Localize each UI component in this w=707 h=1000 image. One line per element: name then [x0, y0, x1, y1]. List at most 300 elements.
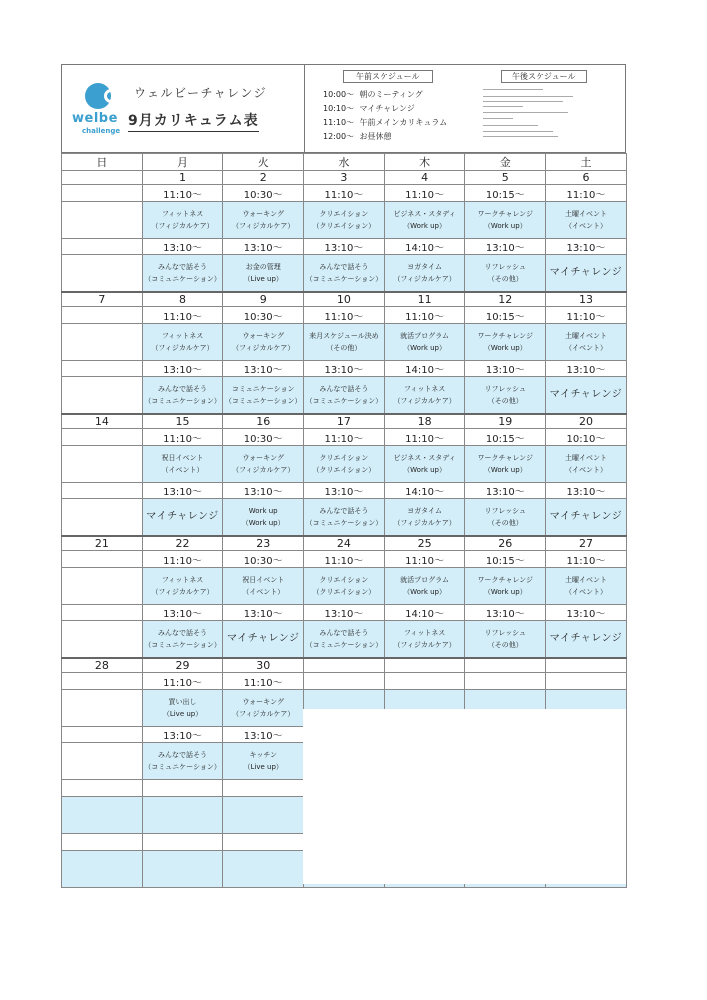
- am-activity-cell: [384, 202, 465, 239]
- activity-name: みんなで話そう: [158, 751, 208, 759]
- am-time-cell: 11:10～: [546, 185, 627, 202]
- am-item: 10:10～ マイチャレンジ: [323, 104, 415, 113]
- activity-category: （イベント）: [242, 588, 285, 596]
- am-activity-cell: [304, 202, 385, 239]
- am-activity-cell: [223, 202, 304, 239]
- am-time-cell: 11:10～: [304, 185, 385, 202]
- activity-category: （コミュニケーション）: [224, 397, 302, 405]
- curriculum-sheet: [61, 64, 626, 884]
- date-cell: 21: [62, 536, 143, 551]
- am-time-cell: [62, 429, 143, 446]
- activity-category: （Work up）: [403, 222, 447, 230]
- activity-category: （フィジカルケア）: [232, 222, 295, 230]
- logo-mark-icon: [85, 83, 111, 109]
- empty-cell: [223, 797, 304, 834]
- pm-time-cell: 13:10～: [223, 239, 304, 255]
- activity-category: （コミュニケーション）: [144, 641, 221, 649]
- date-cell: 23: [223, 536, 304, 551]
- blank-area: [303, 709, 626, 884]
- activity-name: リフレッシュ: [484, 385, 527, 393]
- day-header: 水: [304, 154, 385, 171]
- activity-category: （イベント）: [161, 466, 204, 474]
- pm-activity-row: [62, 377, 627, 415]
- pm-time-cell: 13:10～: [465, 239, 546, 255]
- activity-name: ウォーキング: [242, 332, 284, 340]
- activity-name: クリエイション: [319, 210, 369, 218]
- empty-cell: [62, 780, 143, 797]
- pm-activity-cell: [62, 621, 143, 659]
- date-cell: 26: [465, 536, 546, 551]
- am-item: 11:10～ 午前メインカリキュラム: [323, 118, 448, 127]
- pm-time-cell: 13:10～: [223, 361, 304, 377]
- pm-time-cell: 14:10～: [384, 239, 465, 255]
- empty-cell: [62, 851, 143, 888]
- pm-fine-print: [483, 101, 563, 102]
- am-time-cell: 11:10～: [223, 673, 304, 690]
- pm-fine-print: [483, 96, 573, 97]
- activity-name: 土曜イベント: [564, 576, 607, 584]
- activity-name: Work up: [248, 507, 278, 515]
- day-header: 土: [546, 154, 627, 171]
- pm-time-cell: 13:10～: [142, 361, 223, 377]
- am-time-cell: 11:10～: [546, 551, 627, 568]
- am-time-cell: 10:30～: [223, 429, 304, 446]
- am-activity-cell: [304, 324, 385, 361]
- pm-activity-cell: [223, 499, 304, 537]
- empty-cell: [142, 834, 223, 851]
- am-activity-cell: [62, 568, 143, 605]
- activity-name: リフレッシュ: [484, 263, 527, 271]
- date-row: [62, 658, 627, 673]
- day-header: 金: [465, 154, 546, 171]
- pm-time-cell: 13:10～: [142, 239, 223, 255]
- activity-category: （フィジカルケア）: [151, 588, 214, 596]
- welbe-logo: [72, 83, 132, 138]
- activity-category: （その他）: [487, 641, 523, 649]
- date-cell: [62, 171, 143, 185]
- activity-category: （フィジカルケア）: [232, 466, 295, 474]
- activity-name: みんなで話そう: [319, 507, 369, 515]
- am-time-cell: 11:10～: [546, 307, 627, 324]
- pm-time-cell: 14:10～: [384, 361, 465, 377]
- date-cell: [384, 658, 465, 673]
- pm-time-cell: [62, 239, 143, 255]
- pm-fine-print: [483, 131, 553, 132]
- pm-activity-cell: [546, 255, 627, 293]
- activity-name: マイチャレンジ: [549, 511, 623, 522]
- date-cell: 15: [142, 414, 223, 429]
- activity-category: （Work up）: [241, 519, 285, 527]
- am-activity-cell: [546, 202, 627, 239]
- activity-category: （コミュニケーション）: [144, 275, 221, 283]
- empty-cell: [142, 851, 223, 888]
- am-activity-cell: [62, 324, 143, 361]
- pm-time-cell: 13:10～: [304, 605, 385, 621]
- empty-cell: [223, 851, 304, 888]
- am-activity-cell: [142, 690, 223, 727]
- pm-activity-cell: [384, 255, 465, 293]
- am-time-cell: 11:10～: [384, 185, 465, 202]
- am-activity-cell: [546, 446, 627, 483]
- activity-name: みんなで話そう: [158, 263, 208, 271]
- activity-category: （その他）: [487, 275, 523, 283]
- am-activity-cell: [304, 568, 385, 605]
- date-cell: 22: [142, 536, 223, 551]
- am-time-cell: 10:15～: [465, 429, 546, 446]
- activity-name: 土曜イベント: [564, 454, 607, 462]
- am-time-cell: 11:10～: [142, 429, 223, 446]
- date-cell: 8: [142, 292, 223, 307]
- activity-name: 来月スケジュール決め: [309, 332, 379, 340]
- activity-name: ワークチャレンジ: [477, 332, 533, 340]
- am-time-cell: 10:15～: [465, 307, 546, 324]
- am-time-cell: 11:10～: [384, 307, 465, 324]
- activity-name: マイチャレンジ: [549, 267, 623, 278]
- pm-time-row: [62, 239, 627, 255]
- day-header: 月: [142, 154, 223, 171]
- am-time-cell: 10:30～: [223, 307, 304, 324]
- activity-name: 祝日イベント: [161, 454, 204, 462]
- activity-name: 就活プログラム: [400, 576, 450, 584]
- am-activity-cell: [465, 324, 546, 361]
- date-cell: 6: [546, 171, 627, 185]
- date-row: [62, 414, 627, 429]
- date-cell: 13: [546, 292, 627, 307]
- pm-schedule-title: 午後スケジュール: [501, 70, 587, 83]
- am-time-cell: 11:10～: [304, 307, 385, 324]
- date-cell: 24: [304, 536, 385, 551]
- pm-time-cell: 13:10～: [223, 605, 304, 621]
- activity-name: みんなで話そう: [158, 385, 208, 393]
- pm-time-cell: 13:10～: [223, 727, 304, 743]
- empty-cell: [62, 797, 143, 834]
- pm-fine-print: [483, 106, 523, 107]
- am-activity-cell: [142, 446, 223, 483]
- activity-name: フィットネス: [403, 385, 446, 393]
- am-activity-cell: [223, 324, 304, 361]
- pm-time-cell: 13:10～: [142, 483, 223, 499]
- am-activity-cell: [465, 446, 546, 483]
- am-time-cell: 10:30～: [223, 551, 304, 568]
- activity-name: マイチャレンジ: [549, 633, 623, 644]
- pm-activity-cell: [546, 621, 627, 659]
- am-item: 10:00～ 朝のミーティング: [323, 90, 423, 99]
- pm-activity-cell: [62, 255, 143, 293]
- activity-name: リフレッシュ: [484, 629, 527, 637]
- am-activity-cell: [223, 568, 304, 605]
- pm-activity-cell: [223, 255, 304, 293]
- am-time-cell: 10:15～: [465, 551, 546, 568]
- am-activity-cell: [384, 568, 465, 605]
- am-time-cell: [465, 673, 546, 690]
- pm-time-cell: [62, 361, 143, 377]
- am-time-row: [62, 429, 627, 446]
- activity-name: マイチャレンジ: [549, 389, 623, 400]
- activity-category: （イベント）: [564, 588, 607, 596]
- activity-category: （イベント）: [564, 466, 607, 474]
- date-cell: 29: [142, 658, 223, 673]
- pm-time-cell: 13:10～: [546, 605, 627, 621]
- activity-name: マイチャレンジ: [146, 511, 219, 522]
- activity-category: （フィジカルケア）: [232, 344, 295, 352]
- am-time-cell: [62, 673, 143, 690]
- pm-activity-cell: [465, 499, 546, 537]
- pm-activity-cell: [62, 743, 143, 780]
- pm-activity-cell: [62, 499, 143, 537]
- am-time-row: [62, 673, 627, 690]
- am-activity-cell: [546, 568, 627, 605]
- am-time-cell: 11:10～: [384, 551, 465, 568]
- pm-activity-cell: [384, 499, 465, 537]
- activity-category: （フィジカルケア）: [232, 710, 295, 718]
- date-cell: 12: [465, 292, 546, 307]
- activity-name: みんなで話そう: [319, 629, 369, 637]
- pm-activity-cell: [304, 499, 385, 537]
- activity-name: リフレッシュ: [484, 507, 527, 515]
- empty-cell: [223, 834, 304, 851]
- am-time-cell: 11:10～: [304, 429, 385, 446]
- empty-cell: [223, 780, 304, 797]
- empty-cell: [62, 834, 143, 851]
- activity-category: （その他）: [487, 519, 523, 527]
- pm-activity-cell: [465, 621, 546, 659]
- am-time-cell: [62, 307, 143, 324]
- pm-activity-row: [62, 255, 627, 293]
- logo-sub: challenge: [82, 127, 121, 135]
- am-activity-row: [62, 202, 627, 239]
- am-time-cell: 11:10～: [142, 673, 223, 690]
- pm-time-row: [62, 605, 627, 621]
- pm-time-cell: 13:10～: [304, 483, 385, 499]
- date-cell: 4: [384, 171, 465, 185]
- pm-activity-cell: [142, 255, 223, 293]
- activity-name: ウォーキング: [242, 698, 284, 706]
- activity-name: 土曜イベント: [564, 332, 607, 340]
- pm-activity-cell: [465, 255, 546, 293]
- activity-category: （Work up）: [403, 588, 447, 596]
- activity-category: （Live up）: [243, 763, 283, 771]
- activity-category: （Work up）: [483, 466, 527, 474]
- date-cell: 7: [62, 292, 143, 307]
- activity-category: （コミュニケーション）: [305, 275, 383, 283]
- logo-word: welbe: [72, 111, 118, 126]
- date-cell: 1: [142, 171, 223, 185]
- am-activity-row: [62, 446, 627, 483]
- program-title: ウェルビーチャレンジ: [134, 86, 268, 100]
- pm-time-cell: 13:10～: [223, 483, 304, 499]
- pm-activity-row: [62, 499, 627, 537]
- am-time-cell: 11:10～: [142, 185, 223, 202]
- activity-category: （Work up）: [403, 466, 447, 474]
- am-time-cell: 10:30～: [223, 185, 304, 202]
- activity-category: （フィジカルケア）: [393, 519, 456, 527]
- activity-name: コミュニケーション: [231, 385, 295, 393]
- pm-fine-print: [483, 118, 513, 119]
- date-cell: 25: [384, 536, 465, 551]
- activity-category: （イベント）: [564, 344, 607, 352]
- pm-time-row: [62, 361, 627, 377]
- activity-name: 買い出し: [168, 698, 197, 706]
- am-time-cell: 11:10～: [384, 429, 465, 446]
- activity-category: （コミュニケーション）: [305, 397, 383, 405]
- day-header: 火: [223, 154, 304, 171]
- am-activity-cell: [62, 446, 143, 483]
- activity-name: フィットネス: [161, 576, 204, 584]
- am-activity-cell: [142, 324, 223, 361]
- activity-category: （Work up）: [483, 588, 527, 596]
- am-time-cell: [62, 551, 143, 568]
- activity-category: （その他）: [487, 397, 523, 405]
- pm-time-cell: 13:10～: [304, 361, 385, 377]
- date-row: [62, 171, 627, 185]
- activity-category: （コミュニケーション）: [144, 763, 221, 771]
- activity-name: みんなで話そう: [319, 385, 369, 393]
- pm-fine-print: [483, 125, 538, 126]
- date-cell: 30: [223, 658, 304, 673]
- pm-activity-cell: [546, 499, 627, 537]
- activity-name: キッチン: [249, 751, 277, 759]
- am-activity-cell: [223, 690, 304, 727]
- date-cell: 16: [223, 414, 304, 429]
- am-activity-cell: [142, 202, 223, 239]
- am-time-row: [62, 307, 627, 324]
- empty-cell: [142, 780, 223, 797]
- pm-time-cell: 13:10～: [304, 239, 385, 255]
- am-activity-row: [62, 324, 627, 361]
- activity-name: みんなで話そう: [158, 629, 208, 637]
- am-activity-cell: [142, 568, 223, 605]
- am-time-row: [62, 185, 627, 202]
- activity-name: クリエイション: [319, 454, 369, 462]
- activity-name: ワークチャレンジ: [477, 210, 533, 218]
- header: [61, 64, 626, 153]
- activity-category: （フィジカルケア）: [151, 222, 214, 230]
- pm-time-cell: 13:10～: [142, 727, 223, 743]
- pm-time-cell: 13:10～: [546, 361, 627, 377]
- am-item: 12:00～ お昼休憩: [323, 132, 392, 141]
- am-activity-cell: [546, 324, 627, 361]
- activity-category: （クリエイション）: [312, 588, 376, 596]
- date-row: [62, 292, 627, 307]
- am-activity-cell: [465, 202, 546, 239]
- activity-category: （Live up）: [162, 710, 203, 718]
- pm-time-cell: 13:10～: [546, 239, 627, 255]
- activity-name: ワークチャレンジ: [477, 576, 533, 584]
- pm-fine-print: [483, 136, 558, 137]
- activity-name: フィットネス: [403, 629, 446, 637]
- am-activity-cell: [384, 446, 465, 483]
- activity-category: （コミュニケーション）: [305, 641, 383, 649]
- day-of-week-row: [62, 154, 627, 171]
- activity-name: ウォーキング: [242, 454, 284, 462]
- pm-time-row: [62, 483, 627, 499]
- pm-fine-print: [483, 89, 543, 90]
- pm-time-cell: 14:10～: [384, 605, 465, 621]
- am-activity-row: [62, 568, 627, 605]
- date-cell: 11: [384, 292, 465, 307]
- activity-name: 就活プログラム: [400, 332, 450, 340]
- activity-name: ウォーキング: [242, 210, 284, 218]
- am-activity-cell: [62, 202, 143, 239]
- pm-activity-cell: [62, 377, 143, 415]
- pm-activity-cell: [546, 377, 627, 415]
- activity-category: （その他）: [326, 344, 362, 352]
- activity-name: フィットネス: [161, 210, 204, 218]
- am-time-cell: [304, 673, 385, 690]
- date-cell: [304, 658, 385, 673]
- date-cell: [465, 658, 546, 673]
- pm-activity-cell: [304, 255, 385, 293]
- am-time-cell: [546, 673, 627, 690]
- date-cell: 9: [223, 292, 304, 307]
- date-cell: 5: [465, 171, 546, 185]
- pm-time-cell: 13:10～: [465, 361, 546, 377]
- am-activity-cell: [223, 446, 304, 483]
- am-time-cell: [384, 673, 465, 690]
- am-activity-cell: [465, 568, 546, 605]
- activity-category: （フィジカルケア）: [393, 275, 456, 283]
- activity-category: （Work up）: [483, 344, 527, 352]
- activity-category: （フィジカルケア）: [393, 641, 456, 649]
- activity-category: （イベント）: [564, 222, 607, 230]
- empty-cell: [142, 797, 223, 834]
- activity-category: （コミュニケーション）: [144, 397, 221, 405]
- am-activity-cell: [304, 446, 385, 483]
- activity-name: フィットネス: [161, 332, 204, 340]
- am-time-cell: 11:10～: [142, 551, 223, 568]
- pm-activity-cell: [142, 499, 223, 537]
- activity-name: ヨガタイム: [407, 507, 443, 515]
- am-time-cell: 11:10～: [304, 551, 385, 568]
- activity-category: （コミュニケーション）: [305, 519, 383, 527]
- pm-activity-cell: [142, 621, 223, 659]
- activity-category: （Live up）: [243, 275, 283, 283]
- pm-time-cell: [62, 483, 143, 499]
- activity-category: （クリエイション）: [312, 222, 376, 230]
- pm-time-cell: 13:10～: [546, 483, 627, 499]
- date-cell: 28: [62, 658, 143, 673]
- activity-category: （クリエイション）: [312, 466, 376, 474]
- pm-activity-cell: [223, 377, 304, 415]
- am-time-cell: 10:10～: [546, 429, 627, 446]
- date-cell: [546, 658, 627, 673]
- activity-name: みんなで話そう: [319, 263, 369, 271]
- pm-activity-cell: [465, 377, 546, 415]
- date-row: [62, 536, 627, 551]
- activity-name: 土曜イベント: [564, 210, 607, 218]
- schedule-summary: [304, 65, 627, 154]
- pm-activity-cell: [304, 621, 385, 659]
- date-cell: 27: [546, 536, 627, 551]
- pm-time-cell: 13:10～: [465, 605, 546, 621]
- activity-name: マイチャレンジ: [226, 633, 300, 644]
- date-cell: 2: [223, 171, 304, 185]
- day-header: 木: [384, 154, 465, 171]
- day-header: 日: [62, 154, 143, 171]
- pm-time-cell: 13:10～: [465, 483, 546, 499]
- activity-name: ワークチャレンジ: [477, 454, 533, 462]
- activity-category: （フィジカルケア）: [151, 344, 214, 352]
- am-time-cell: [62, 185, 143, 202]
- date-cell: 10: [304, 292, 385, 307]
- pm-activity-cell: [142, 743, 223, 780]
- am-time-cell: 10:15～: [465, 185, 546, 202]
- page-title: 9月カリキュラム表: [128, 110, 259, 132]
- pm-time-cell: 13:10～: [142, 605, 223, 621]
- am-activity-cell: [384, 324, 465, 361]
- date-cell: 18: [384, 414, 465, 429]
- activity-name: 祝日イベント: [242, 576, 285, 584]
